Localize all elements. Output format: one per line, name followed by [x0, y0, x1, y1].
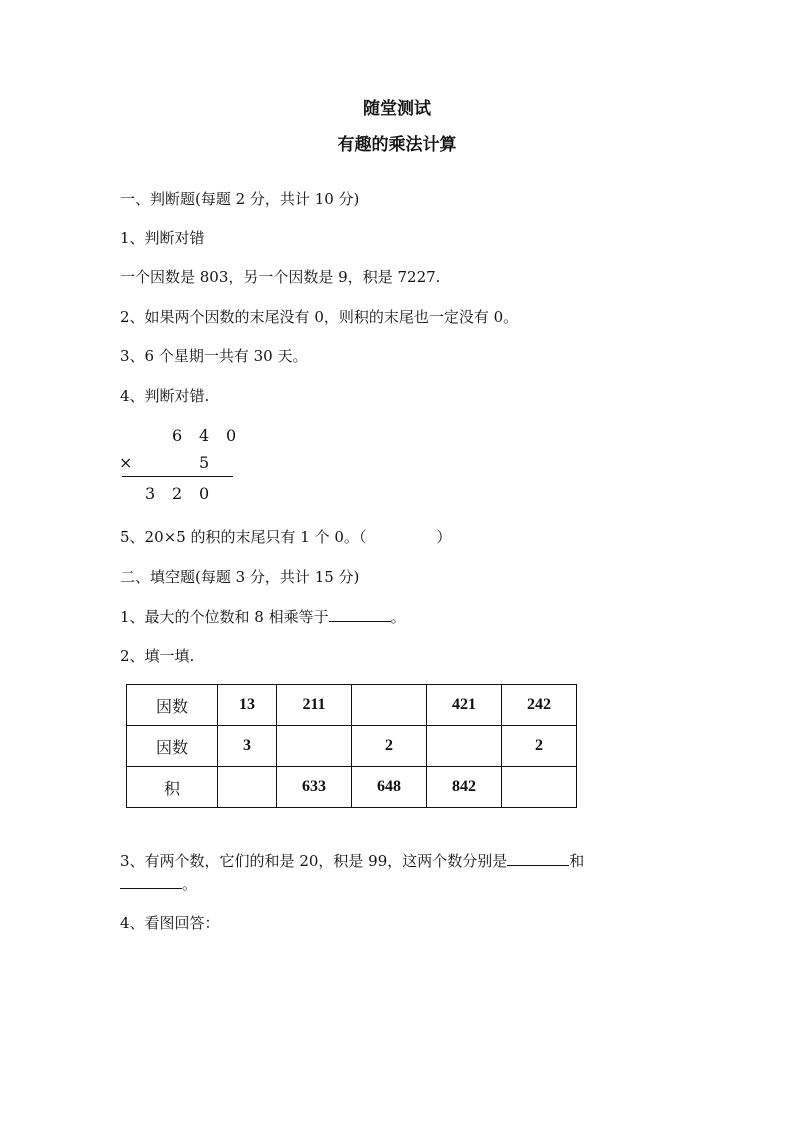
result-digit: 2 — [172, 484, 183, 503]
table-cell-blank[interactable] — [427, 726, 502, 767]
question-2: 2、如果两个因数的末尾没有 0，则积的末尾也一定没有 0。 — [120, 308, 519, 326]
section-1-heading: 一、判断题(每题 2 分，共计 10 分) — [120, 190, 360, 208]
table-cell: 13 — [218, 685, 277, 726]
table-row — [127, 685, 577, 726]
table-row — [127, 767, 577, 808]
times-sign: × — [119, 453, 133, 472]
fill-question-1-end: 。 — [390, 608, 406, 626]
top-digit: 0 — [226, 426, 237, 445]
answer-blank[interactable] — [329, 607, 391, 622]
table-row — [127, 726, 577, 767]
table-cell: 2 — [352, 726, 427, 767]
answer-blank[interactable] — [120, 874, 182, 889]
fill-question-4: 4、看图回答： — [120, 914, 220, 932]
fill-question-3-end: 。 — [182, 875, 198, 893]
row-label: 因数 — [127, 685, 218, 726]
top-digit: 4 — [199, 426, 210, 445]
question-4: 4、判断对错. — [120, 387, 210, 405]
factor-product-table — [126, 684, 577, 808]
fill-question-3 — [120, 851, 584, 871]
answer-blank[interactable] — [507, 851, 569, 866]
fill-question-2: 2、填一填. — [120, 647, 195, 665]
table-cell: 421 — [427, 685, 502, 726]
result-digit: 0 — [199, 484, 210, 503]
row-label: 因数 — [127, 726, 218, 767]
top-digit: 6 — [172, 426, 183, 445]
multiplier-digit: 5 — [199, 453, 210, 472]
result-digit: 3 — [145, 484, 156, 503]
table-cell: 842 — [427, 767, 502, 808]
page-subtitle: 有趣的乘法计算 — [337, 135, 457, 155]
section-2-heading: 二、填空题(每题 3 分，共计 15 分) — [120, 568, 360, 586]
calc-line — [122, 476, 233, 477]
table-cell-blank[interactable] — [352, 685, 427, 726]
question-5-close: ） — [436, 528, 452, 546]
table-cell: 242 — [502, 685, 577, 726]
row-label: 积 — [127, 767, 218, 808]
table-cell: 648 — [352, 767, 427, 808]
table-cell: 633 — [277, 767, 352, 808]
fill-question-3-text: 3、有两个数，它们的和是 20，积是 99，这两个数分别是 — [120, 852, 508, 870]
table-cell: 3 — [218, 726, 277, 767]
fill-question-3-line-2 — [120, 874, 197, 894]
question-5-text: 5、20×5 的积的末尾只有 1 个 0。（ — [120, 528, 367, 546]
fill-question-1 — [120, 607, 406, 627]
question-1-text: 一个因数是 803，另一个因数是 9，积是 7227. — [120, 268, 441, 286]
page-title: 随堂测试 — [363, 99, 431, 119]
question-1-title: 1、判断对错 — [120, 229, 205, 247]
table-cell-blank[interactable] — [502, 767, 577, 808]
table-cell-blank[interactable] — [218, 767, 277, 808]
fill-question-1-text: 1、最大的个位数和 8 相乘等于 — [120, 608, 329, 626]
question-5 — [120, 527, 451, 547]
question-3: 3、6 个星期一共有 30 天。 — [120, 347, 308, 365]
table-cell: 211 — [277, 685, 352, 726]
fill-question-3-and: 和 — [569, 852, 585, 870]
table-cell: 2 — [502, 726, 577, 767]
table-cell-blank[interactable] — [277, 726, 352, 767]
